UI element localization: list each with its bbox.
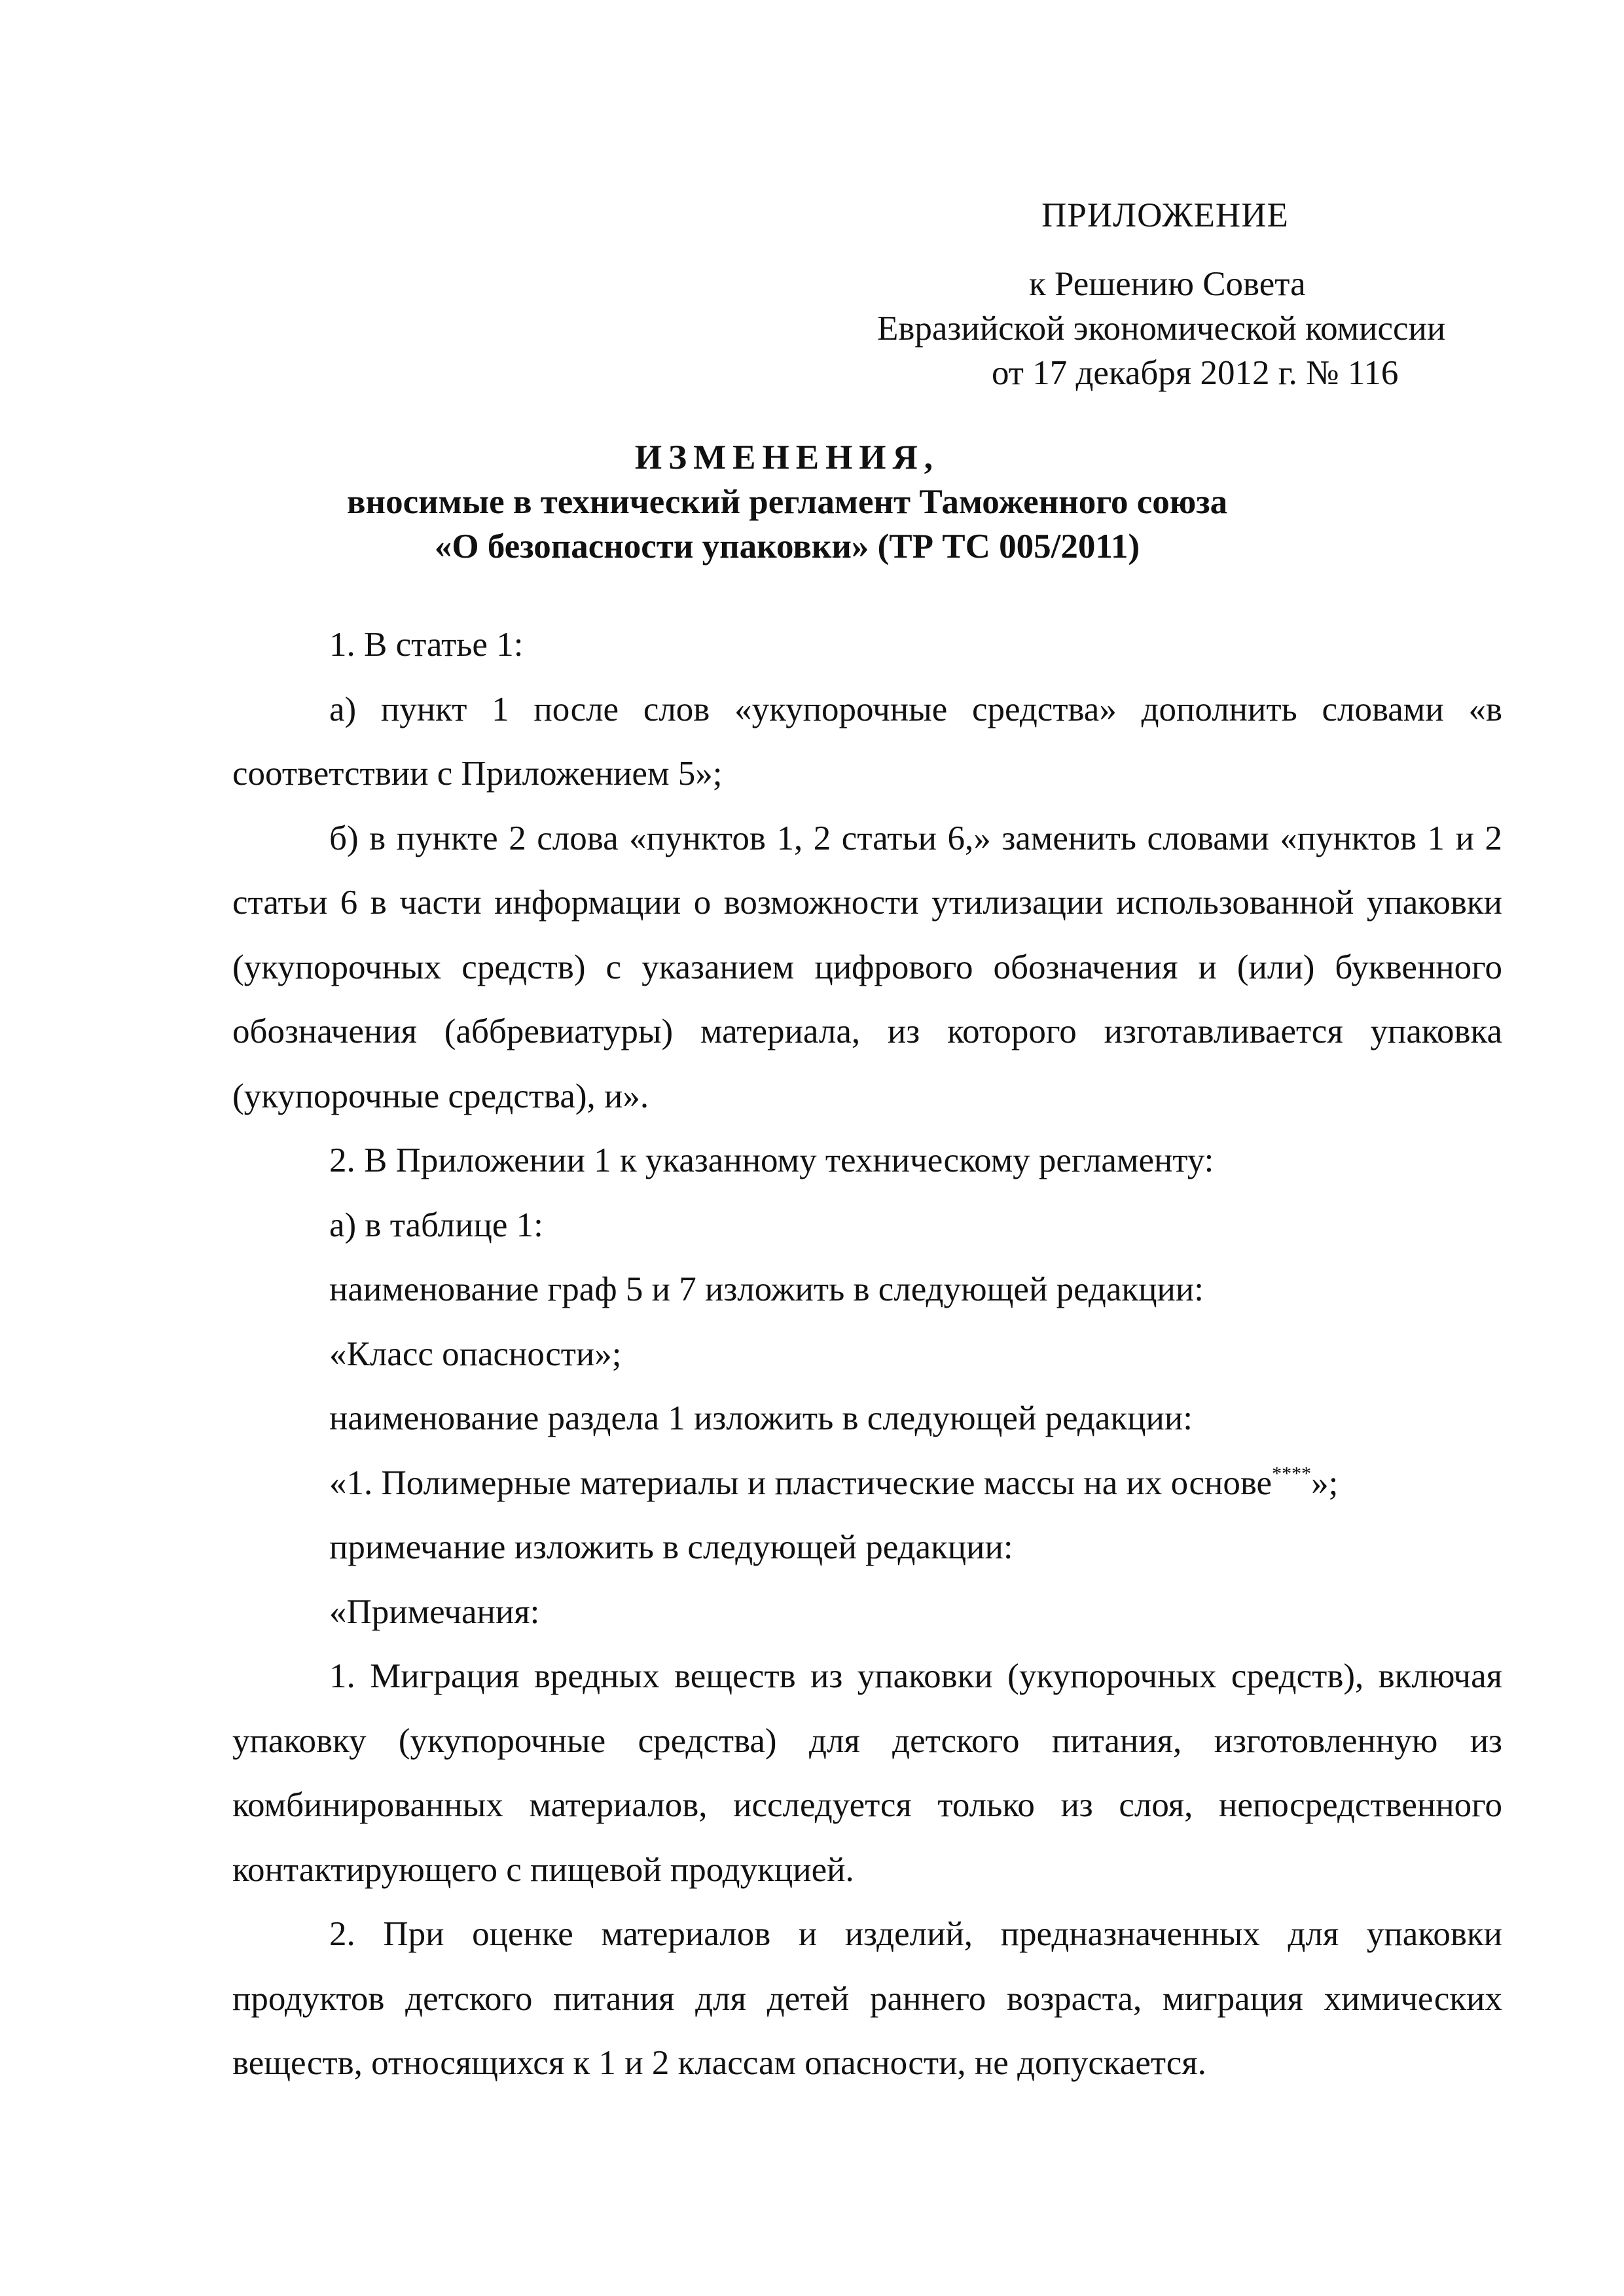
document-heading (232, 435, 1342, 569)
annex-title: ПРИЛОЖЕНИЕ (1041, 196, 1289, 234)
annex-line-date: от 17 декабря 2012 г. № 116 (992, 354, 1399, 392)
paragraph-1: 1. В статье 1: (329, 626, 524, 664)
paragraph-2: 2. В Приложении 1 к указанному техническому регламенту: (329, 1141, 1214, 1179)
paragraph-hazard-class: «Класс опасности»; (329, 1335, 622, 1373)
heading-subtitle-2: «О безопасности упаковки» (ТР ТС 005/2011) (434, 528, 1140, 565)
heading-title: ИЗМЕНЕНИЯ, (634, 439, 940, 476)
paragraph-note-2: 2. При оценке материалов и изделий, предназначенных для упаковки продуктов детского питания для детей раннего возраста, миграция химических веществ, относящихся к 1 и 2 классам опасности, не допускается. (232, 1915, 1502, 2082)
document-body (232, 613, 1502, 2096)
paragraph-2a: а) в таблице 1: (329, 1206, 543, 1244)
polymers-text: «1. Полимерные материалы и пластические массы на их основе (329, 1463, 1272, 1502)
polymers-tail: »; (1311, 1463, 1339, 1502)
paragraph-1a: а) пункт 1 после слов «укупорочные средства» дополнить словами «в соответствии с Приложением 5»; (232, 690, 1502, 793)
paragraph-1b: б) в пункте 2 слова «пунктов 1, 2 статьи 6,» заменить словами «пунктов 1 и 2 статьи 6 в части информации о возможности утилизации использованной упаковки (укупорочных средств) с указанием цифрового обозначения и (или) буквенного обозначения (аббревиатуры) материала, из которого изготавливается упаковка (укупорочные средства), и». (232, 819, 1502, 1115)
paragraph-section-name: наименование раздела 1 изложить в следующей редакции: (329, 1399, 1193, 1437)
paragraph-note-intro: примечание изложить в следующей редакции: (329, 1528, 1013, 1566)
heading-subtitle-1: вносимые в технический регламент Таможенного союза (346, 483, 1228, 521)
footnote-stars: **** (1272, 1462, 1312, 1484)
paragraph-notes-title: «Примечания: (329, 1592, 540, 1631)
paragraph-columns: наименование граф 5 и 7 изложить в следующей редакции: (329, 1270, 1204, 1308)
annex-line-decision: к Решению Совета (1029, 265, 1306, 303)
annex-line-commission: Евразийской экономической комиссии (877, 310, 1446, 348)
paragraph-note-1: 1. Миграция вредных веществ из упаковки (укупорочных средств), включая упаковку (укупорочные средства) для детского питания, изготовленную из комбинированных материалов, исследуется только из слоя, непосредственного контактирующего с пищевой продукцией. (232, 1657, 1502, 1889)
paragraph-polymers (232, 1451, 1502, 1516)
